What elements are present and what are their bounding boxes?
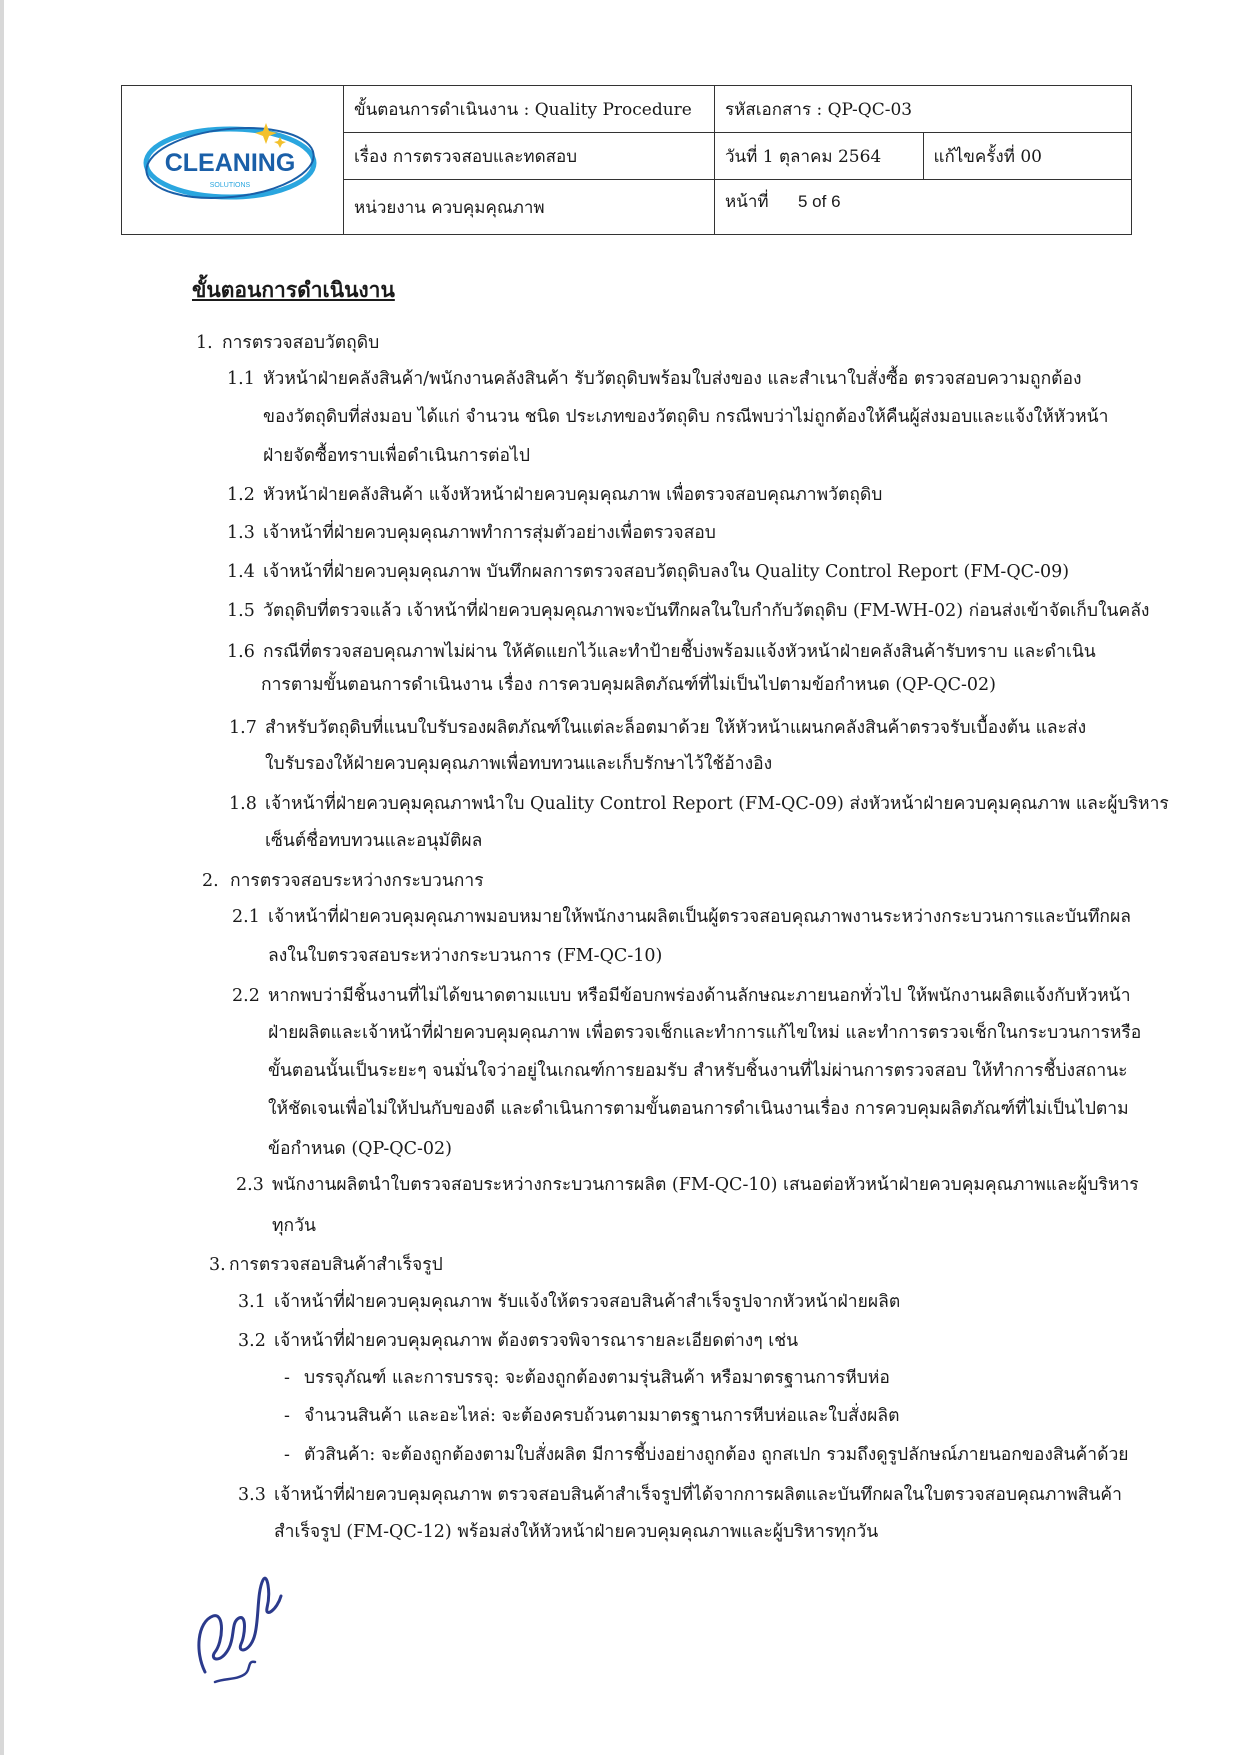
list-item: ฝ่ายจัดซื้อทราบเพื่อดำเนินการต่อไป [263,446,530,466]
list-item: ของวัตถุดิบที่ส่งมอบ ได้แก่ จำนวน ชนิด ประเภทของวัตถุดิบ กรณีพบว่าไม่ถูกต้องให้คืนผู้ส่งมอบและแจ้งให้หัวหน้า [263,407,1109,427]
section-heading: ขั้นตอนการดำเนินงาน [192,277,395,302]
list-item: ทุกวัน [272,1216,316,1236]
list-item: 1.6 กรณีที่ตรวจสอบคุณภาพไม่ผ่าน ให้คัดแยกไว้และทำป้ายชี้บ่งพร้อมแจ้งหัวหน้าฝ่ายคลังสินค้ารับทราบ และดำเนิน [227,642,1096,662]
bullet-item: - ตัวสินค้า: จะต้องถูกต้องตามใบสั่งผลิต มีการชี้บ่งอย่างถูกต้อง ถูกสเปก รวมถึงดูรูปลักษณ์ภายนอกของสินค้าด้วย [284,1445,1129,1465]
list-item: ให้ชัดเจนเพื่อไม่ให้ปนกับของดี และดำเนินการตามขั้นตอนการดำเนินงานเรื่อง การควบคุมผลิตภัณฑ์ที่ไม่เป็นไปตาม [268,1099,1129,1119]
document-date: วันที่ 1 ตุลาคม 2564 [715,133,924,180]
signature-icon [185,1552,295,1692]
list-item: 1.8 เจ้าหน้าที่ฝ่ายควบคุมคุณภาพนำใบ Quality Control Report (FM-QC-09) ส่งหัวหน้าฝ่ายควบคุมคุณภาพ และผู้บริหาร [229,794,1169,814]
list-item: 2. การตรวจสอบระหว่างกระบวนการ [202,871,484,891]
list-item: 1.2 หัวหน้าฝ่ายคลังสินค้า แจ้งหัวหน้าฝ่ายควบคุมคุณภาพ เพื่อตรวจสอบคุณภาพวัตถุดิบ [227,485,883,505]
logo-subtext: SOLUTIONS [209,182,250,189]
list-item: ลงในใบตรวจสอบระหว่างกระบวนการ (FM-QC-10) [268,946,663,966]
list-item: ฝ่ายผลิตและเจ้าหน้าที่ฝ่ายควบคุมคุณภาพ เพื่อตรวจเช็กและทำการแก้ไขใหม่ และทำการตรวจเช็กในกระบวนการหรือ [268,1023,1142,1043]
list-item: ข้อกำหนด (QP-QC-02) [268,1139,452,1159]
company-logo [122,90,343,230]
list-item: 1.1 หัวหน้าฝ่ายคลังสินค้า/พนักงานคลังสินค้า รับวัตถุดิบพร้อมใบส่งของ และสำเนาใบสั่งซื้อ ตรวจสอบความถูกต้อง [227,369,1082,389]
list-item: 2.2 หากพบว่ามีชิ้นงานที่ไม่ได้ขนาดตามแบบ หรือมีข้อบกพร่องด้านลักษณะภายนอกทั่วไป ให้พนักงานผลิตแจ้งกับหัวหน้า [232,986,1131,1006]
department: หน่วยงาน ควบคุมคุณภาพ [344,180,715,235]
list-item: สำเร็จรูป (FM-QC-12) พร้อมส่งให้หัวหน้าฝ่ายควบคุมคุณภาพและผู้บริหารทุกวัน [274,1522,879,1542]
list-item: 1.4 เจ้าหน้าที่ฝ่ายควบคุมคุณภาพ บันทึกผลการตรวจสอบวัตถุดิบลงใน Quality Control Report (FM-QC-09) [227,562,1070,582]
list-item: 3.1 เจ้าหน้าที่ฝ่ายควบคุมคุณภาพ รับแจ้งให้ตรวจสอบสินค้าสำเร็จรูปจากหัวหน้าฝ่ายผลิต [238,1292,901,1312]
bullet-item: - จำนวนสินค้า และอะไหล่: จะต้องครบถ้วนตามมาตรฐานการหีบห่อและใบสั่งผลิต [284,1406,900,1426]
list-item: การตามขั้นตอนการดำเนินงาน เรื่อง การควบคุมผลิตภัณฑ์ที่ไม่เป็นไปตามข้อกำหนด (QP-QC-02) [261,675,997,695]
page-indicator [715,180,1132,235]
revision-number: แก้ไขครั้งที่ 00 [923,133,1132,180]
logo-cell [122,86,344,235]
document-subject: เรื่อง การตรวจสอบและทดสอบ [344,133,715,180]
list-item: 1.5 วัตถุดิบที่ตรวจแล้ว เจ้าหน้าที่ฝ่ายควบคุมคุณภาพจะบันทึกผลในใบกำกับวัตถุดิบ (FM-WH-02) ก่อนส่งเข้าจัดเก็บในคลัง [227,601,1150,621]
page-number: 5 of 6 [798,192,841,211]
list-item: ใบรับรองให้ฝ่ายควบคุมคุณภาพเพื่อทบทวนและเก็บรักษาไว้ใช้อ้างอิง [265,754,773,774]
list-item: 2.3 พนักงานผลิตนำใบตรวจสอบระหว่างกระบวนการผลิต (FM-QC-10) เสนอต่อหัวหน้าฝ่ายควบคุมคุณภาพและผู้บริหาร [236,1175,1139,1195]
list-item: เซ็นต์ชื่อทบทวนและอนุมัติผล [265,831,483,851]
list-item: 2.1 เจ้าหน้าที่ฝ่ายควบคุมคุณภาพมอบหมายให้พนักงานผลิตเป็นผู้ตรวจสอบคุณภาพงานระหว่างกระบวนการและบันทึกผล [232,907,1131,927]
logo-text: CLEANING [164,149,295,177]
page-label: หน้าที่ [725,192,769,212]
scan-edge [0,0,4,1755]
procedure-label: ขั้นตอนการดำเนินงาน : Quality Procedure [344,86,715,133]
list-item: 3. การตรวจสอบสินค้าสำเร็จรูป [209,1255,443,1275]
list-item: 1.3 เจ้าหน้าที่ฝ่ายควบคุมคุณภาพทำการสุ่มตัวอย่างเพื่อตรวจสอบ [227,523,716,543]
list-item: ขั้นตอนนั้นเป็นระยะๆ จนมั่นใจว่าอยู่ในเกณฑ์การยอมรับ สำหรับชิ้นงานที่ไม่ผ่านการตรวจสอบ ให้ทำการชี้บ่งสถานะ [268,1061,1128,1081]
list-item: 1.7 สำหรับวัตถุดิบที่แนบใบรับรองผลิตภัณฑ์ในแต่ละล็อตมาด้วย ให้หัวหน้าแผนกคลังสินค้าตรวจรับเบื้องต้น และส่ง [229,718,1087,738]
list-item: 3.2 เจ้าหน้าที่ฝ่ายควบคุมคุณภาพ ต้องตรวจพิจารณารายละเอียดต่างๆ เช่น [238,1331,799,1351]
document-header-table [121,85,1132,235]
cleaning-logo-icon [138,115,328,205]
list-item: 1. การตรวจสอบวัตถุดิบ [196,333,380,353]
list-item: 3.3 เจ้าหน้าที่ฝ่ายควบคุมคุณภาพ ตรวจสอบสินค้าสำเร็จรูปที่ได้จากการผลิตและบันทึกผลในใบตรวจสอบคุณภาพสินค้า [238,1485,1122,1505]
bullet-item: - บรรจุภัณฑ์ และการบรรจุ: จะต้องถูกต้องตามรุ่นสินค้า หรือมาตรฐานการหีบห่อ [284,1368,890,1388]
document-code: รหัสเอกสาร : QP-QC-03 [715,86,1132,133]
